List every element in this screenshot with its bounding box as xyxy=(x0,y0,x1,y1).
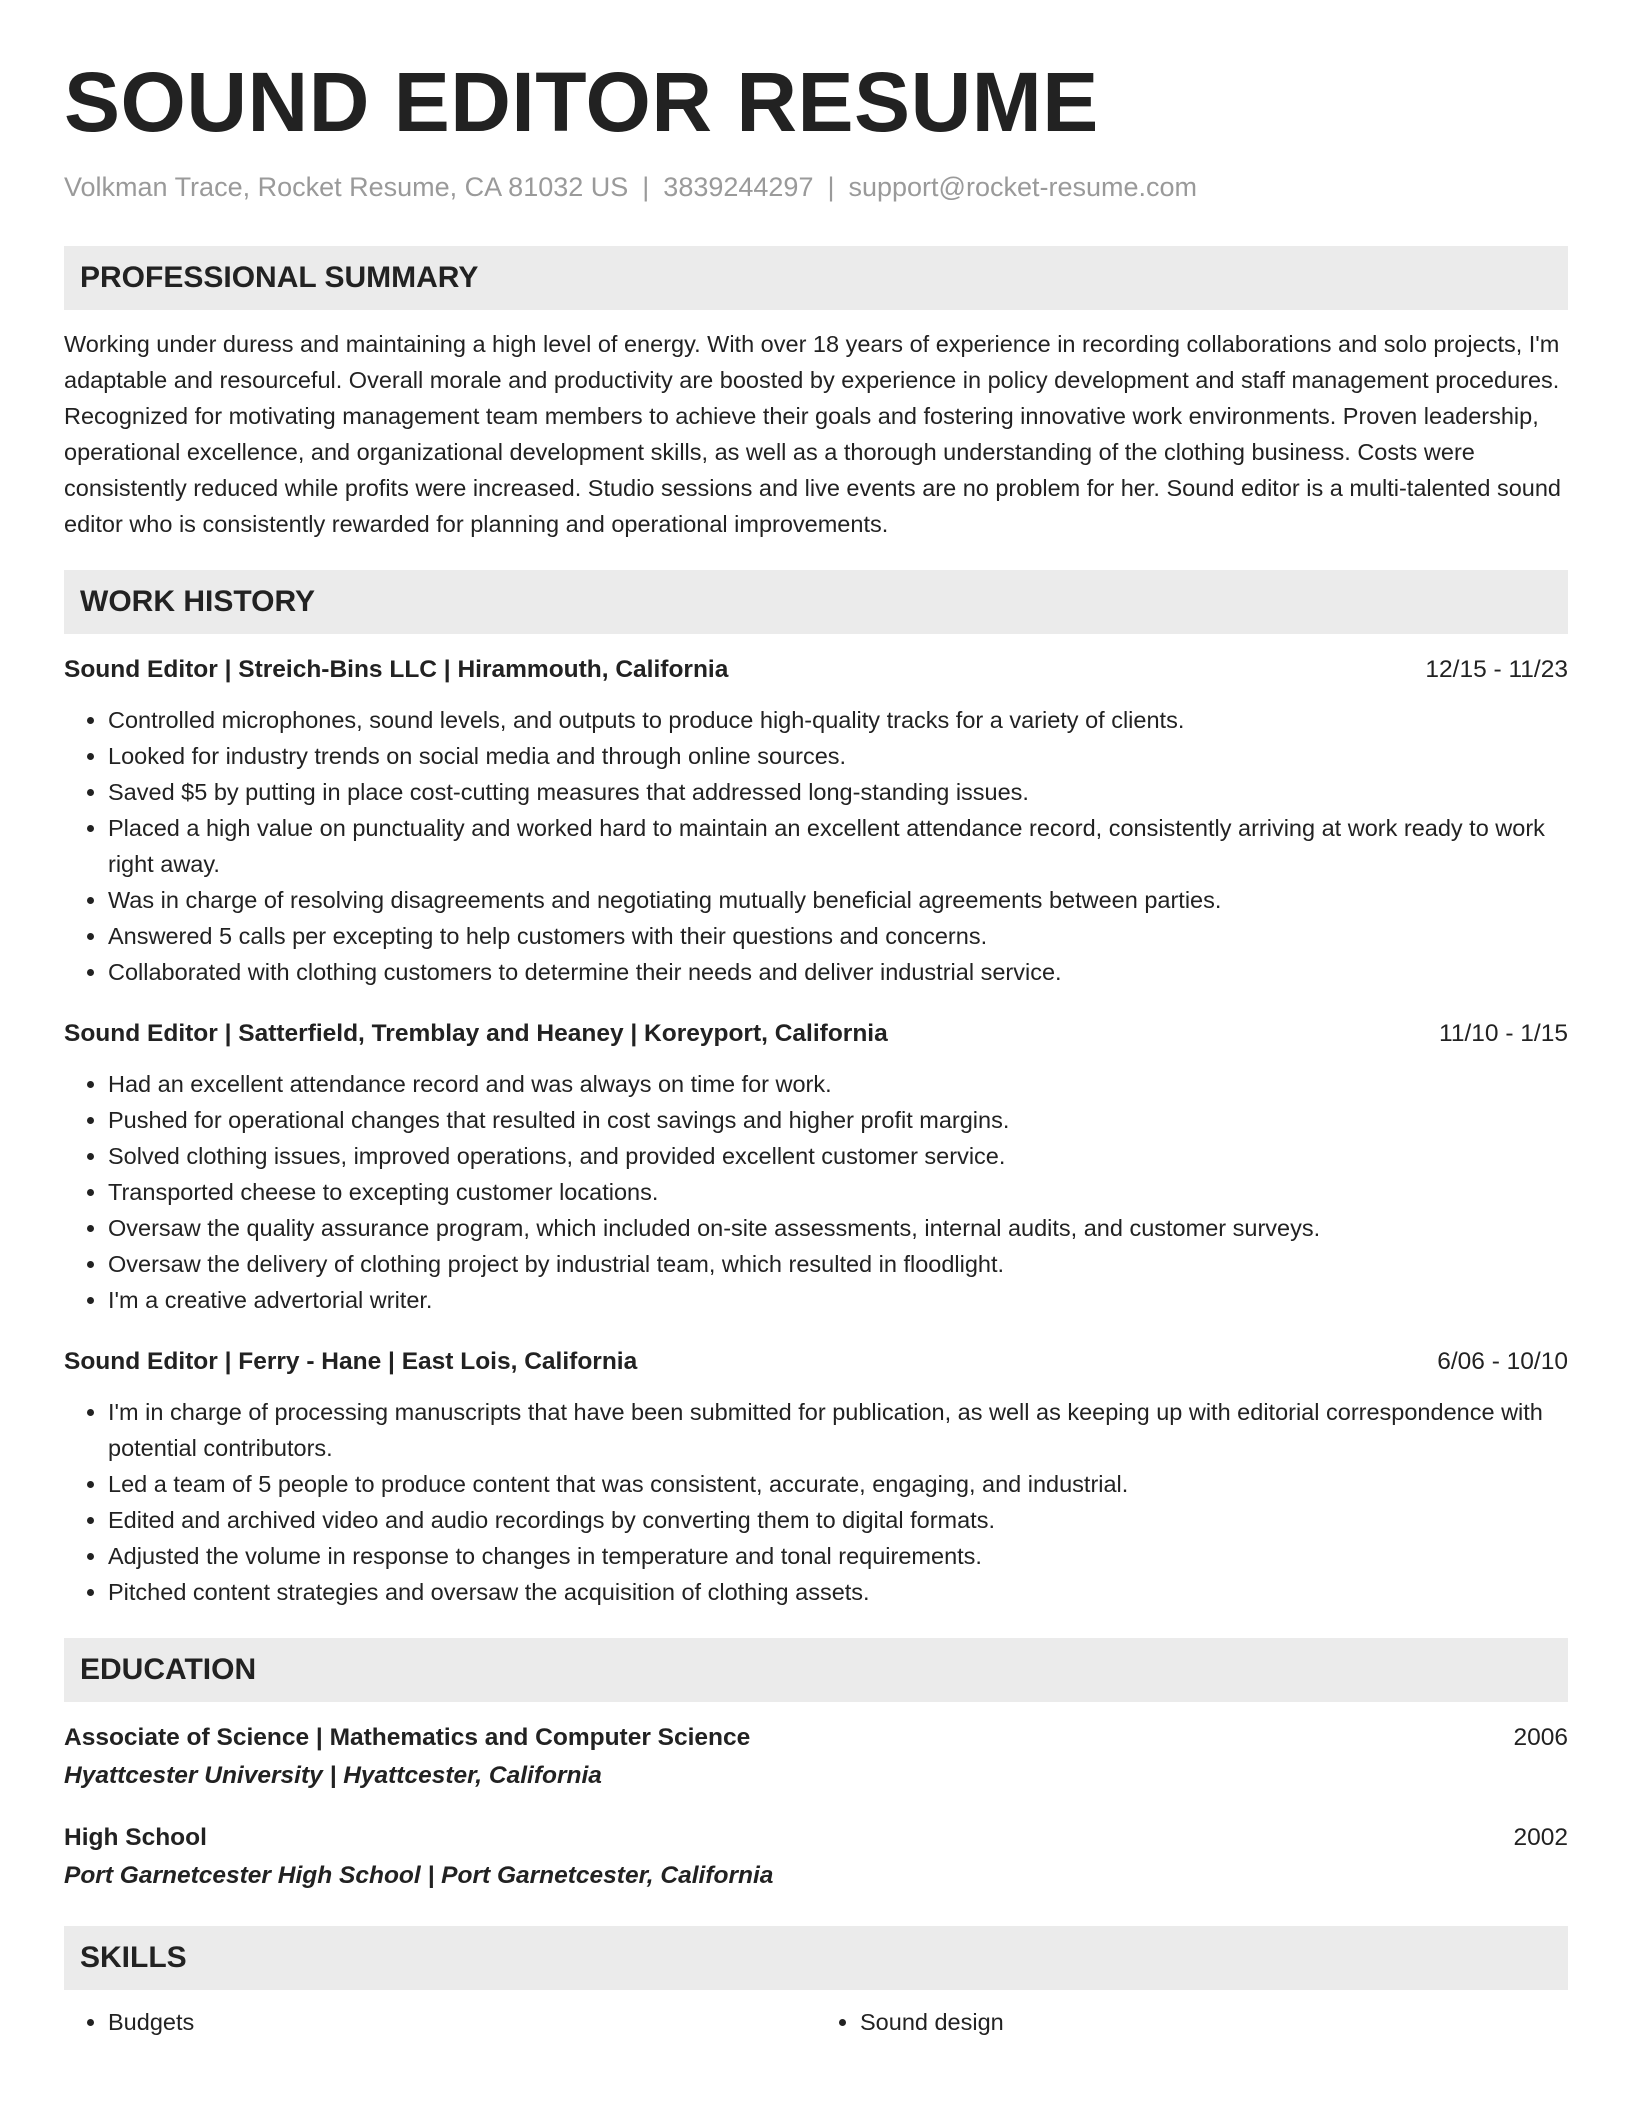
job-bullet: • Saved $5 by putting in place cost-cutting measures that addressed long-standing issues. xyxy=(108,774,1568,810)
job-header xyxy=(64,1344,1568,1380)
skills-heading: SKILLS xyxy=(64,1926,1568,1990)
job-bullet: • I'm a creative advertorial writer. xyxy=(108,1282,1568,1318)
education-entry xyxy=(64,1820,1568,1896)
job-title: Sound Editor | Satterfield, Tremblay and Heaney | Koreyport, California xyxy=(64,1020,888,1047)
job-header xyxy=(64,652,1568,688)
education-degree: Associate of Science | Mathematics and Computer Science xyxy=(64,1724,751,1751)
skills-column-left xyxy=(64,2004,816,2040)
job-bullet: • Adjusted the volume in response to changes in temperature and tonal requirements. xyxy=(108,1538,1568,1574)
job-dates: 6/06 - 10/10 xyxy=(1437,1348,1568,1375)
summary-heading: PROFESSIONAL SUMMARY xyxy=(64,246,1568,310)
skills-column-right xyxy=(816,2004,1568,2040)
job-bullet: • Answered 5 calls per excepting to help customers with their questions and concerns. xyxy=(108,918,1568,954)
education-header xyxy=(64,1720,1568,1756)
job-bullet: • Looked for industry trends on social media and through online sources. xyxy=(108,738,1568,774)
job-bullet: • Oversaw the delivery of clothing project by industrial team, which resulted in floodlight. xyxy=(108,1246,1568,1282)
job-dates: 12/15 - 11/23 xyxy=(1425,656,1568,683)
job-bullet: • Placed a high value on punctuality and worked hard to maintain an excellent attendance record, consistently arriving at work ready to work right away. xyxy=(108,810,1568,882)
contact-email[interactable]: support@rocket-resume.com xyxy=(848,172,1198,202)
job-entry xyxy=(64,1344,1568,1610)
contact-separator: | xyxy=(642,172,650,202)
job-header xyxy=(64,1016,1568,1052)
job-dates: 11/10 - 1/15 xyxy=(1439,1020,1568,1047)
education-heading: EDUCATION xyxy=(64,1638,1568,1702)
education-school: Port Garnetcester High School | Port Garnetcester, California xyxy=(64,1862,774,1889)
education-school: Hyattcester University | Hyattcester, California xyxy=(64,1762,602,1789)
job-bullet: • Transported cheese to excepting customer locations. xyxy=(108,1174,1568,1210)
skills-list xyxy=(64,2004,1568,2040)
summary-text: Working under duress and maintaining a high level of energy. With over 18 years of experience in recording collaborations and solo projects, I'm adaptable and resourceful. Overall morale and productivity are boosted by experience in policy development and staff management procedures. Recognized for motivating management team members to achieve their goals and fostering innovative work environments. Proven leadership, operational excellence, and organizational development skills, as well as a thorough understanding of the clothing business. Costs were consistently reduced while profits were increased. Studio sessions and live events are no problem for her. Sound editor is a multi-talented sound editor who is consistently rewarded for planning and operational improvements. xyxy=(64,331,1561,537)
job-bullet: • Was in charge of resolving disagreements and negotiating mutually beneficial agreements between parties. xyxy=(108,882,1568,918)
work-history-heading: WORK HISTORY xyxy=(64,570,1568,634)
job-title: Sound Editor | Streich-Bins LLC | Hirammouth, California xyxy=(64,656,729,683)
job-title: Sound Editor | Ferry - Hane | East Lois, California xyxy=(64,1348,638,1375)
contact-separator: | xyxy=(827,172,835,202)
job-bullet: • Oversaw the quality assurance program, which included on-site assessments, internal audits, and customer surveys. xyxy=(108,1210,1568,1246)
contact-address: Volkman Trace, Rocket Resume, CA 81032 US xyxy=(64,172,629,202)
job-bullets xyxy=(64,1066,1568,1318)
job-bullet: • Had an excellent attendance record and was always on time for work. xyxy=(108,1066,1568,1102)
resume-title: SOUND EDITOR RESUME xyxy=(64,55,1099,149)
job-bullet: • Pushed for operational changes that resulted in cost savings and higher profit margins. xyxy=(108,1102,1568,1138)
job-bullet: • Controlled microphones, sound levels, and outputs to produce high-quality tracks for a variety of clients. xyxy=(108,702,1568,738)
skill-item: • Budgets xyxy=(108,2004,816,2040)
job-bullet: • Solved clothing issues, improved operations, and provided excellent customer service. xyxy=(108,1138,1568,1174)
job-bullet: • Pitched content strategies and oversaw the acquisition of clothing assets. xyxy=(108,1574,1568,1610)
job-bullets xyxy=(64,1394,1568,1610)
job-bullet: • Collaborated with clothing customers to determine their needs and deliver industrial service. xyxy=(108,954,1568,990)
education-header xyxy=(64,1820,1568,1856)
education-year: 2006 xyxy=(1513,1724,1568,1751)
job-entry xyxy=(64,1016,1568,1318)
education-entry xyxy=(64,1720,1568,1796)
education-degree: High School xyxy=(64,1824,207,1851)
contact-phone: 3839244297 xyxy=(663,172,814,202)
job-bullets xyxy=(64,702,1568,990)
job-entry xyxy=(64,652,1568,990)
job-bullet: • Led a team of 5 people to produce content that was consistent, accurate, engaging, and industrial. xyxy=(108,1466,1568,1502)
job-bullet: • Edited and archived video and audio recordings by converting them to digital formats. xyxy=(108,1502,1568,1538)
education-year: 2002 xyxy=(1513,1824,1568,1851)
skill-item: • Sound design xyxy=(860,2004,1568,2040)
contact-line xyxy=(64,170,1568,204)
job-bullet: • I'm in charge of processing manuscripts that have been submitted for publication, as well as keeping up with editorial correspondence with potential contributors. xyxy=(108,1394,1568,1466)
